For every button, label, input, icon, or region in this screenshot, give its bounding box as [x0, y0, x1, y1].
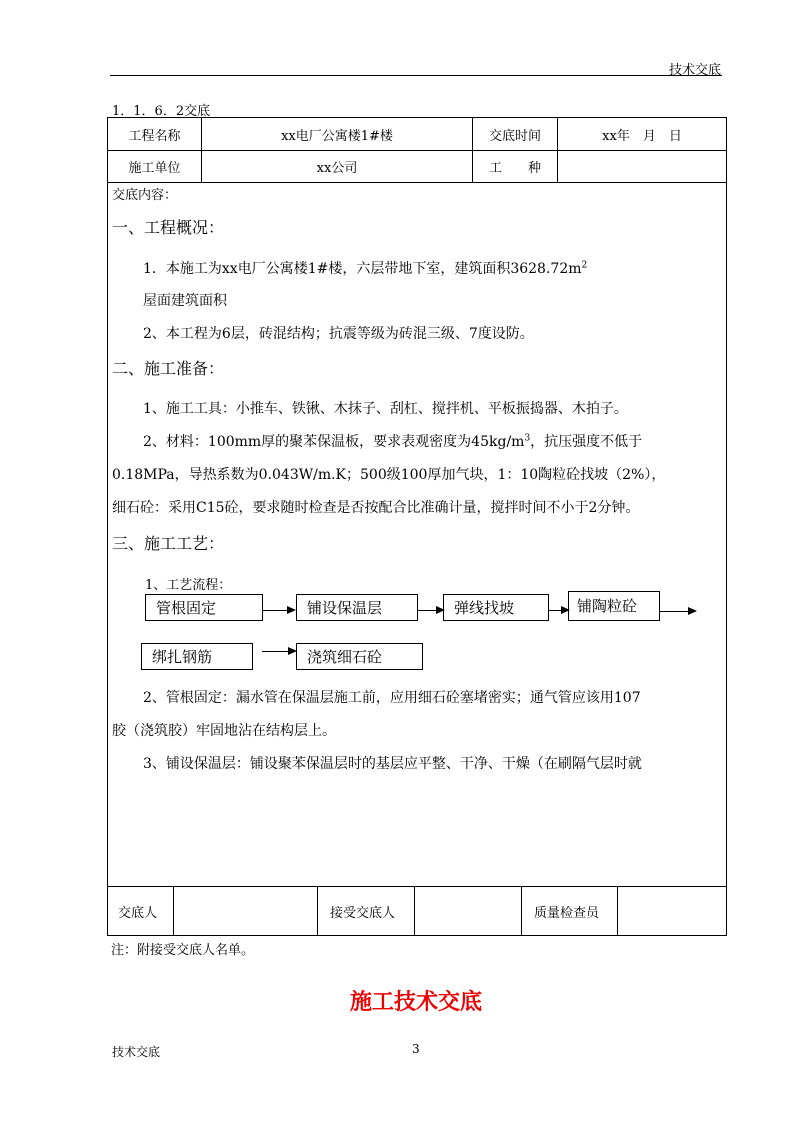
trade-value — [558, 151, 726, 182]
section-2-para-1: 1、施工工具：小推车、铁锹、木抹子、刮杠、搅拌机、平板振捣器、木拍子。 — [143, 401, 628, 417]
section-2-para-2-line-1: 2、材料：100mm厚的聚苯保温板，要求表观密度为$45kg/m^3$，抗压强度不低于 — [143, 433, 643, 450]
section-3-title: 三、施工工艺： — [112, 534, 225, 553]
inspector-label: 质量检查员 — [534, 905, 600, 921]
section-2-para-2-line-3: 细石砼：采用C15砼，要求随时检查是否按配合比准确计量，搅拌时间不小于2分钟。 — [112, 500, 640, 516]
flow-step-ceramsite-concrete: 铺陶粒砼 — [568, 591, 660, 621]
section-number: 1．1．6．2交底 — [112, 104, 211, 119]
process-flow-label: 1、工艺流程： — [145, 578, 232, 593]
receiver-label: 接受交底人 — [330, 905, 396, 921]
content-intro-label: 交底内容： — [112, 188, 178, 203]
header-rule — [110, 75, 722, 76]
receiver-value — [415, 887, 521, 935]
flow-arrow — [262, 651, 288, 652]
superscript: 3 — [524, 433, 531, 444]
row-divider — [108, 182, 726, 183]
flow-arrow — [263, 610, 287, 611]
arrow-right-icon — [287, 606, 296, 614]
attachment-note: 注：附接受交底人名单。 — [111, 943, 255, 958]
col-divider — [521, 886, 522, 935]
footer-label: 技术交底 — [112, 1045, 161, 1059]
section-1-para-1-cont: 屋面建筑面积 — [143, 293, 227, 309]
section-1-para-2: 2、本工程为6层，砖混结构；抗震等级为砖混三级、7度设防。 — [143, 326, 534, 342]
disclosure-date-label: 交底时间 — [488, 128, 541, 144]
flow-arrow — [549, 610, 561, 611]
flow-step-fine-concrete-pouring: 浇筑细石砼 — [296, 643, 423, 670]
trade-label: 工 种 — [488, 161, 541, 176]
construction-unit-label: 施工单位 — [128, 161, 181, 176]
disclosure-date-value: xx年 月 日 — [602, 128, 682, 144]
presenter-value — [174, 887, 317, 935]
section-1-title: 一、工程概况： — [112, 218, 225, 237]
flow-step-insulation-layer: 铺设保温层 — [296, 594, 418, 621]
arrow-right-icon — [688, 607, 697, 615]
section-1-para-1: 1．本施工为xx电厂公寓楼1#楼，六层带地下室，建筑面积$3628.72m^2$ — [143, 260, 588, 277]
section-2-para-2-line-2: 0.18MPa，导热系数为0.043W/m.K；500级100厚加气块，1：10陶粒砼找坡（2%）， — [112, 467, 666, 483]
document-title: 施工技术交底 — [349, 989, 482, 1015]
flow-step-rebar-binding: 绑扎钢筋 — [141, 643, 253, 670]
flow-arrow — [418, 610, 436, 611]
project-name-value: xx电厂公寓楼1#楼 — [281, 128, 393, 144]
disclosure-form — [107, 117, 727, 936]
section-3-para-2-line-2: 胶（浇筑胶）牢固地沾在结构层上。 — [112, 723, 336, 739]
construction-unit-value: xx公司 — [316, 161, 358, 176]
project-name-label: 工程名称 — [128, 128, 181, 144]
section-2-title: 二、施工准备： — [112, 359, 225, 378]
header-label: 技术交底 — [669, 63, 722, 78]
col-divider — [317, 886, 318, 935]
section-3-para-2-line-1: 2、管根固定：漏水管在保温层施工前，应用细石砼塞堵密实；通气管应该用107 — [143, 690, 641, 706]
flow-arrow — [660, 611, 688, 612]
presenter-label: 交底人 — [118, 905, 158, 921]
flow-step-pipe-root-fixing: 管根固定 — [145, 594, 263, 621]
page-number: 3 — [412, 1042, 420, 1056]
flow-step-slope-lining: 弹线找坡 — [443, 594, 549, 621]
inspector-value — [618, 887, 726, 935]
section-3-para-3: 3、铺设保温层：铺设聚苯保温层时的基层应平整、干净、干燥（在刷隔气层时就 — [143, 756, 642, 772]
superscript: 2 — [581, 260, 588, 271]
